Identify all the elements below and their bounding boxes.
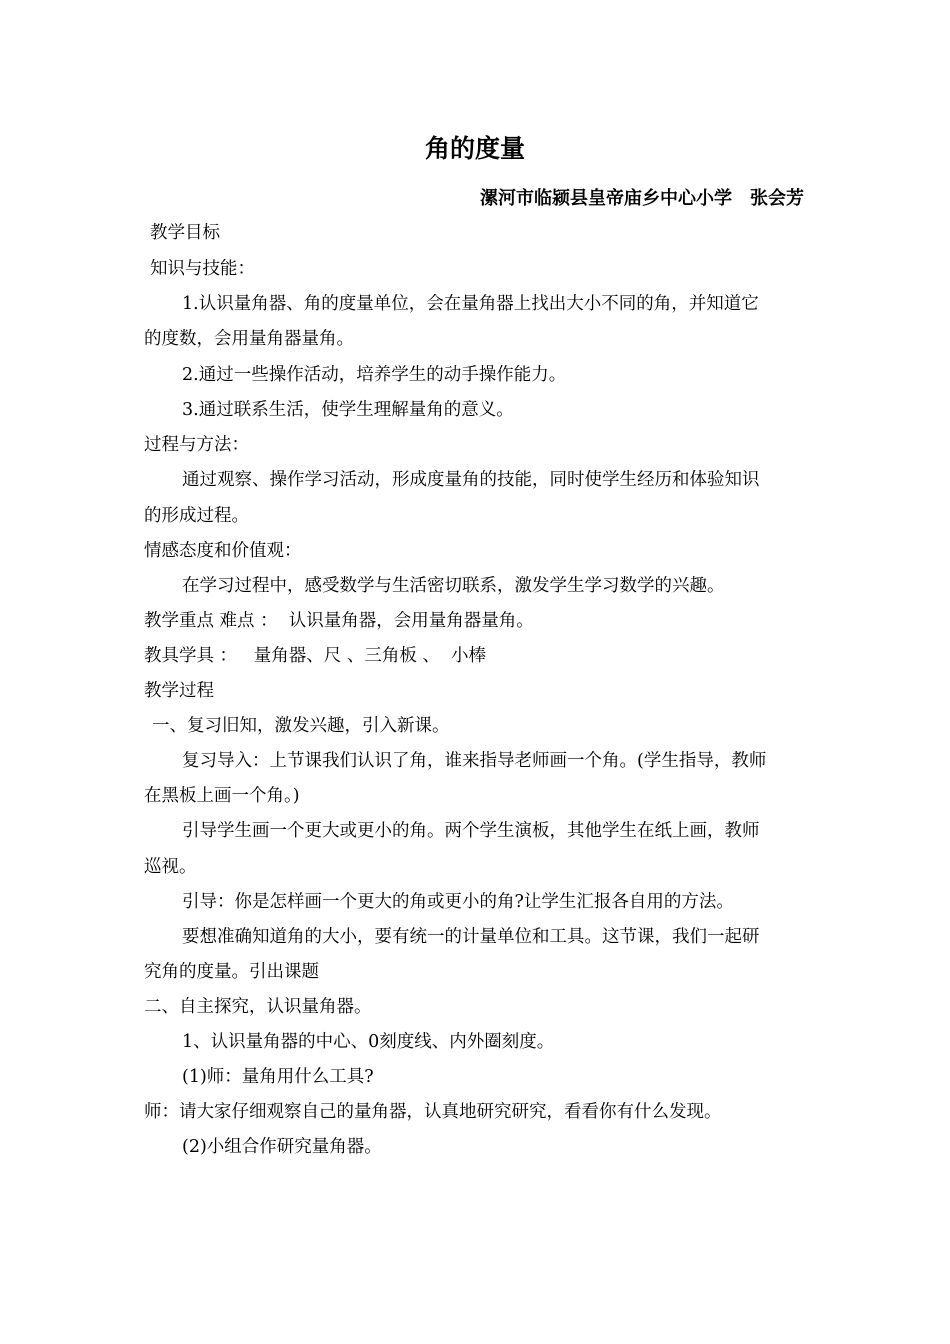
paragraph-line: 在黑板上画一个角。) (144, 786, 300, 806)
paragraph-line: 1.认识量角器、角的度量单位，会在量角器上找出大小不同的角，并知道它 (182, 294, 759, 314)
paragraph-line: 的形成过程。 (144, 506, 249, 526)
document-title: 角的度量 (424, 134, 525, 163)
sub-heading: 情感态度和价值观： (144, 541, 302, 561)
sub-heading: 二、自主探究，认识量角器。 (144, 997, 372, 1017)
paragraph-line: 要想准确知道角的大小，要有统一的计量单位和工具。这节课，我们一起研 (182, 927, 760, 947)
paragraph-line: 师：请大家仔细观察自己的量角器，认真地研究研究，看看你有什么发现。 (144, 1102, 722, 1122)
paragraph-line: 复习导入：上节课我们认识了角，谁来指导老师画一个角。(学生指导，教师 (182, 751, 767, 771)
document-author: 漯河市临颍县皇帝庙乡中心小学 张会芳 (480, 188, 804, 209)
sub-heading: 知识与技能： (150, 259, 255, 279)
paragraph-line: 1、认识量角器的中心、0刻度线、内外圈刻度。 (182, 1032, 555, 1052)
paragraph-line: 在学习过程中，感受数学与生活密切联系，激发学生学习数学的兴趣。 (182, 576, 725, 596)
paragraph-line: 的度数，会用量角器量角。 (144, 329, 354, 349)
sub-heading: 一、复习旧知，激发兴趣，引入新课。 (152, 716, 450, 736)
paragraph-line: 教具学具 ： 量角器、尺 、三角板 、 小棒 (144, 646, 487, 666)
paragraph-line: 引导：你是怎样画一个更大的角或更小的角?让学生汇报各自用的方法。 (182, 892, 734, 912)
paragraph-line: 引导学生画一个更大或更小的角。两个学生演板，其他学生在纸上画，教师 (182, 821, 760, 841)
sub-heading: 过程与方法： (144, 435, 249, 455)
paragraph-line: 教学重点 难点 ： 认识量角器，会用量角器量角。 (144, 611, 534, 631)
paragraph-line: 通过观察、操作学习活动，形成度量角的技能，同时使学生经历和体验知识 (182, 470, 760, 490)
paragraph-line: 2.通过一些操作活动，培养学生的动手操作能力。 (182, 365, 567, 385)
paragraph-line: 究角的度量。引出课题 (144, 962, 319, 982)
paragraph-line: (2)小组合作研究量角器。 (182, 1137, 382, 1157)
paragraph-line: (1)师：量角用什么工具? (182, 1067, 374, 1087)
paragraph-line: 巡视。 (144, 857, 197, 877)
section-heading: 教学过程 (144, 681, 214, 701)
paragraph-line: 3.通过联系生活，使学生理解量角的意义。 (182, 400, 514, 420)
section-heading: 教学目标 (150, 223, 220, 243)
